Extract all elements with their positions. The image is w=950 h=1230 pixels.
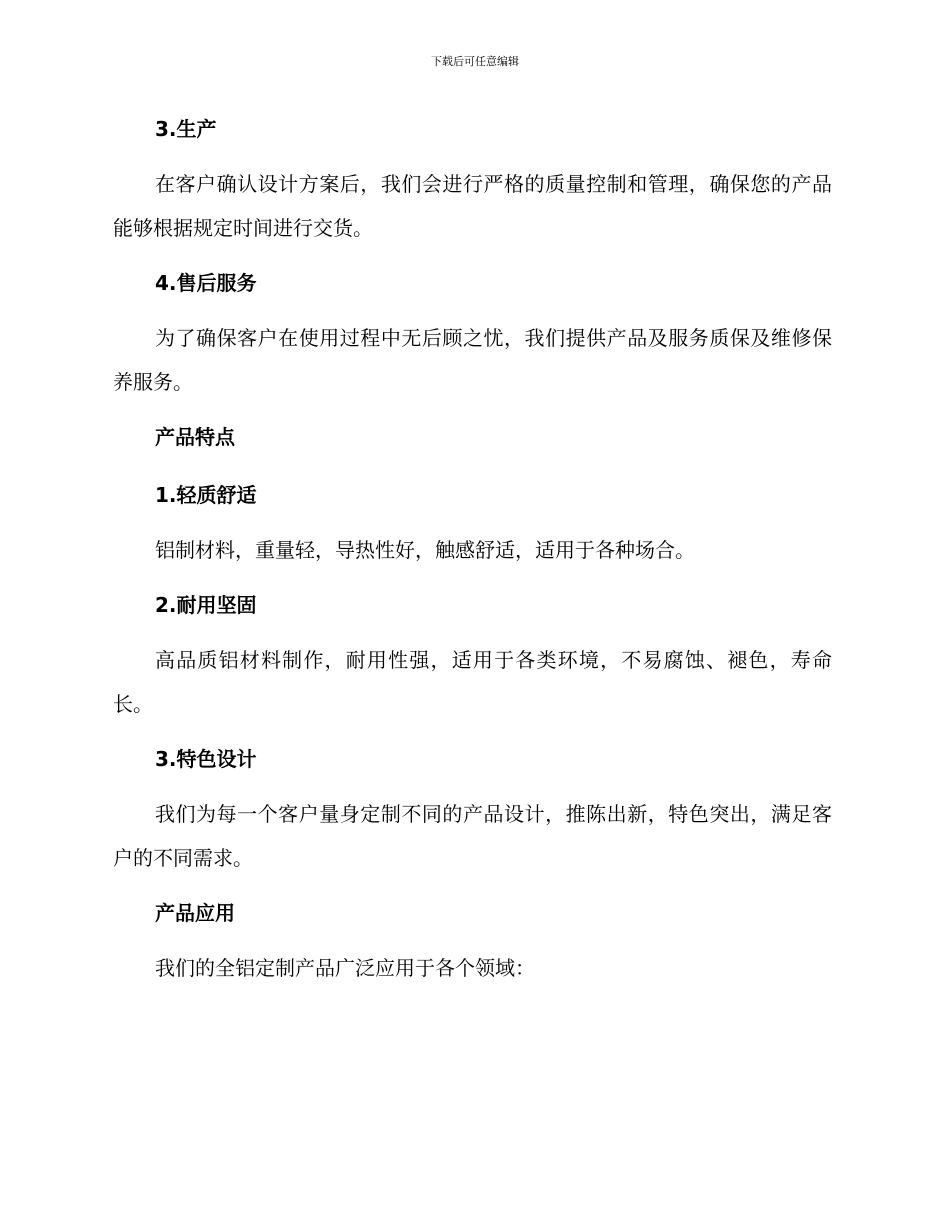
- section-heading-application: 产品应用: [155, 901, 235, 925]
- section-heading-after-sales: 4.售后服务: [155, 271, 257, 295]
- section-heading-design: 3.特色设计: [155, 747, 257, 771]
- section-heading-features: 产品特点: [155, 425, 235, 449]
- document-body: [113, 112, 832, 990]
- section-heading-production: 3.生产: [155, 117, 217, 141]
- paragraph-application: 我们的全铝定制产品广泛应用于各个领域：: [155, 956, 535, 980]
- paragraph-after-sales: 为了确保客户在使用过程中无后顾之忧，我们提供产品及服务质保及维修保养服务。: [113, 326, 832, 394]
- paragraph-lightweight: 铝制材料，重量轻，导热性好，触感舒适，适用于各种场合。: [155, 538, 695, 562]
- section-heading-durable: 2.耐用坚固: [155, 593, 257, 617]
- paragraph-production: 在客户确认设计方案后，我们会进行严格的质量控制和管理，确保您的产品能够根据规定时间进行交货。: [113, 172, 832, 240]
- section-heading-lightweight: 1.轻质舒适: [155, 483, 257, 507]
- page-header-note: 下载后可任意编辑: [431, 55, 519, 68]
- paragraph-design: 我们为每一个客户量身定制不同的产品设计，推陈出新，特色突出，满足客户的不同需求。: [113, 802, 832, 870]
- paragraph-durable: 高品质铝材料制作，耐用性强，适用于各类环境，不易腐蚀、褪色，寿命长。: [113, 648, 832, 716]
